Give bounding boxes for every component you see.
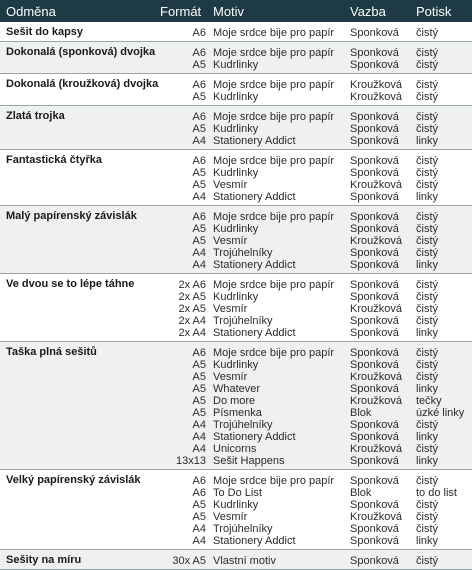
motiv-cell: Unicorns	[213, 443, 257, 455]
potisk-cell: čistý	[416, 371, 438, 383]
table-row	[0, 111, 472, 123]
vazba-cell: Sponková	[350, 27, 399, 39]
motiv-cell: Stationery Addict	[213, 431, 296, 443]
potisk-cell: čistý	[416, 111, 438, 123]
vazba-cell: Sponková	[350, 247, 399, 259]
format-cell: A4	[192, 135, 206, 147]
potisk-cell: linky	[416, 431, 439, 443]
potisk-cell: čistý	[416, 291, 438, 303]
format-cell: 2x A5	[178, 303, 206, 315]
potisk-cell: to do list	[416, 487, 457, 499]
format-cell: A6	[192, 47, 206, 59]
table-row	[0, 27, 472, 39]
potisk-cell: čistý	[416, 91, 438, 103]
vazba-cell: Sponková	[350, 555, 399, 567]
vazba-cell: Kroužková	[350, 79, 402, 91]
motiv-cell: Stationery Addict	[213, 259, 296, 271]
motiv-cell: Moje srdce bije pro papír	[213, 347, 335, 359]
table-row	[0, 235, 472, 247]
vazba-cell: Sponková	[350, 419, 399, 431]
potisk-cell: čistý	[416, 247, 438, 259]
vazba-cell: Sponková	[350, 327, 399, 339]
table-row	[0, 79, 472, 91]
format-cell: A4	[192, 443, 206, 455]
table-row	[0, 123, 472, 135]
format-cell: A6	[192, 347, 206, 359]
vazba-cell: Sponková	[350, 155, 399, 167]
potisk-cell: linky	[416, 191, 439, 203]
potisk-cell: čistý	[416, 419, 438, 431]
potisk-cell: čistý	[416, 179, 438, 191]
table-row	[0, 555, 472, 567]
potisk-cell: čistý	[416, 475, 438, 487]
potisk-cell: linky	[416, 455, 439, 467]
motiv-cell: Vesmír	[213, 235, 248, 247]
reward-group	[0, 274, 472, 342]
reward-name: Ve dvou se to lépe táhne	[6, 278, 135, 290]
motiv-cell: To Do List	[213, 487, 262, 499]
format-cell: A4	[192, 247, 206, 259]
table-row	[0, 383, 472, 395]
table-row	[0, 347, 472, 359]
potisk-cell: čistý	[416, 167, 438, 179]
vazba-cell: Sponková	[350, 135, 399, 147]
table-row	[0, 279, 472, 291]
motiv-cell: Moje srdce bije pro papír	[213, 27, 335, 39]
potisk-cell: čistý	[416, 315, 438, 327]
table-row	[0, 135, 472, 147]
vazba-cell: Sponková	[350, 315, 399, 327]
table-row	[0, 191, 472, 203]
potisk-cell: čistý	[416, 523, 438, 535]
format-cell: A5	[192, 371, 206, 383]
table-row	[0, 291, 472, 303]
vazba-cell: Kroužková	[350, 371, 402, 383]
reward-name: Malý papírenský závislák	[6, 210, 137, 222]
vazba-cell: Blok	[350, 407, 372, 419]
motiv-cell: Kudrlinky	[213, 59, 259, 71]
table-row	[0, 475, 472, 487]
reward-group	[0, 42, 472, 74]
potisk-cell: čistý	[416, 123, 438, 135]
potisk-cell: čistý	[416, 303, 438, 315]
potisk-cell: čistý	[416, 47, 438, 59]
vazba-cell: Sponková	[350, 347, 399, 359]
table-row	[0, 511, 472, 523]
format-cell: A4	[192, 431, 206, 443]
motiv-cell: Stationery Addict	[213, 135, 296, 147]
potisk-cell: linky	[416, 535, 439, 547]
vazba-cell: Sponková	[350, 59, 399, 71]
motiv-cell: Moje srdce bije pro papír	[213, 279, 335, 291]
format-cell: A4	[192, 191, 206, 203]
vazba-cell: Sponková	[350, 167, 399, 179]
potisk-cell: čistý	[416, 499, 438, 511]
potisk-cell: linky	[416, 135, 439, 147]
potisk-cell: linky	[416, 327, 439, 339]
potisk-cell: čistý	[416, 59, 438, 71]
format-cell: 13x13	[176, 455, 206, 467]
vazba-cell: Sponková	[350, 47, 399, 59]
reward-group	[0, 106, 472, 150]
table-row	[0, 155, 472, 167]
reward-group	[0, 342, 472, 470]
potisk-cell: čistý	[416, 347, 438, 359]
table-row	[0, 443, 472, 455]
format-cell: A5	[192, 235, 206, 247]
format-cell: A6	[192, 211, 206, 223]
vazba-cell: Kroužková	[350, 179, 402, 191]
reward-name: Velký papírenský závislák	[6, 474, 141, 486]
motiv-cell: Písmenka	[213, 407, 262, 419]
format-cell: A5	[192, 511, 206, 523]
table-row	[0, 431, 472, 443]
table-row	[0, 259, 472, 271]
motiv-cell: Kudrlinky	[213, 359, 259, 371]
table-row	[0, 535, 472, 547]
format-cell: A4	[192, 259, 206, 271]
vazba-cell: Sponková	[350, 191, 399, 203]
potisk-cell: čistý	[416, 511, 438, 523]
reward-name: Taška plná sešitů	[6, 346, 97, 358]
vazba-cell: Kroužková	[350, 395, 402, 407]
format-cell: A5	[192, 59, 206, 71]
potisk-cell: čistý	[416, 223, 438, 235]
potisk-cell: čistý	[416, 27, 438, 39]
header-format: Formát	[160, 4, 202, 19]
format-cell: 2x A4	[178, 315, 206, 327]
motiv-cell: Trojúhelníky	[213, 315, 273, 327]
motiv-cell: Moje srdce bije pro papír	[213, 475, 335, 487]
reward-group	[0, 206, 472, 274]
table-row	[0, 487, 472, 499]
vazba-cell: Sponková	[350, 111, 399, 123]
vazba-cell: Sponková	[350, 383, 399, 395]
vazba-cell: Sponková	[350, 523, 399, 535]
motiv-cell: Stationery Addict	[213, 535, 296, 547]
table-row	[0, 47, 472, 59]
motiv-cell: Kudrlinky	[213, 291, 259, 303]
format-cell: A5	[192, 383, 206, 395]
reward-group	[0, 22, 472, 42]
format-cell: A5	[192, 167, 206, 179]
table-row	[0, 407, 472, 419]
potisk-cell: čistý	[416, 235, 438, 247]
reward-name: Sešit do kapsy	[6, 26, 84, 38]
table-row	[0, 167, 472, 179]
motiv-cell: Kudrlinky	[213, 167, 259, 179]
vazba-cell: Kroužková	[350, 443, 402, 455]
table-row	[0, 455, 472, 467]
reward-name: Fantastická čtyřka	[6, 154, 102, 166]
table-row	[0, 499, 472, 511]
vazba-cell: Sponková	[350, 535, 399, 547]
reward-group	[0, 74, 472, 106]
motiv-cell: Stationery Addict	[213, 327, 296, 339]
reward-name: Sešity na míru	[6, 554, 82, 566]
header-potisk: Potisk	[416, 4, 452, 19]
format-cell: A5	[192, 223, 206, 235]
vazba-cell: Kroužková	[350, 303, 402, 315]
format-cell: A5	[192, 407, 206, 419]
motiv-cell: Moje srdce bije pro papír	[213, 79, 335, 91]
format-cell: A6	[192, 27, 206, 39]
motiv-cell: Kudrlinky	[213, 223, 259, 235]
vazba-cell: Sponková	[350, 123, 399, 135]
motiv-cell: Whatever	[213, 383, 261, 395]
vazba-cell: Kroužková	[350, 511, 402, 523]
potisk-cell: úzké linky	[416, 407, 465, 419]
header-name: Odměna	[6, 4, 56, 19]
format-cell: A6	[192, 155, 206, 167]
vazba-cell: Sponková	[350, 211, 399, 223]
format-cell: A6	[192, 111, 206, 123]
motiv-cell: Trojúhelníky	[213, 419, 273, 431]
motiv-cell: Trojúhelníky	[213, 247, 273, 259]
motiv-cell: Trojúhelníky	[213, 523, 273, 535]
format-cell: A5	[192, 395, 206, 407]
potisk-cell: čistý	[416, 155, 438, 167]
vazba-cell: Sponková	[350, 291, 399, 303]
motiv-cell: Vesmír	[213, 511, 248, 523]
table-row	[0, 315, 472, 327]
motiv-cell: Kudrlinky	[213, 123, 259, 135]
vazba-cell: Sponková	[350, 475, 399, 487]
format-cell: A6	[192, 487, 206, 499]
potisk-cell: čistý	[416, 279, 438, 291]
table-row	[0, 359, 472, 371]
format-cell: 2x A5	[178, 291, 206, 303]
table-row	[0, 371, 472, 383]
vazba-cell: Kroužková	[350, 235, 402, 247]
table-row	[0, 91, 472, 103]
format-cell: 30x A5	[172, 555, 206, 567]
motiv-cell: Vesmír	[213, 371, 248, 383]
motiv-cell: Stationery Addict	[213, 191, 296, 203]
format-cell: 2x A6	[178, 279, 206, 291]
motiv-cell: Vesmír	[213, 179, 248, 191]
potisk-cell: čistý	[416, 359, 438, 371]
reward-group	[0, 470, 472, 550]
reward-name: Zlatá trojka	[6, 110, 65, 122]
vazba-cell: Blok	[350, 487, 372, 499]
header-motiv: Motiv	[213, 4, 245, 19]
potisk-cell: tečky	[416, 395, 442, 407]
vazba-cell: Sponková	[350, 279, 399, 291]
table-row	[0, 303, 472, 315]
format-cell: A6	[192, 475, 206, 487]
header-vazba: Vazba	[350, 4, 386, 19]
motiv-cell: Moje srdce bije pro papír	[213, 111, 335, 123]
vazba-cell: Sponková	[350, 431, 399, 443]
potisk-cell: čistý	[416, 79, 438, 91]
table-row	[0, 223, 472, 235]
motiv-cell: Do more	[213, 395, 256, 407]
motiv-cell: Moje srdce bije pro papír	[213, 211, 335, 223]
motiv-cell: Vesmír	[213, 303, 248, 315]
vazba-cell: Kroužková	[350, 91, 402, 103]
table-row	[0, 211, 472, 223]
format-cell: A5	[192, 91, 206, 103]
potisk-cell: čistý	[416, 443, 438, 455]
format-cell: 2x A4	[178, 327, 206, 339]
format-cell: A4	[192, 419, 206, 431]
vazba-cell: Sponková	[350, 455, 399, 467]
table-row	[0, 395, 472, 407]
table-header	[0, 0, 472, 22]
vazba-cell: Sponková	[350, 259, 399, 271]
reward-name: Dokonalá (kroužková) dvojka	[6, 78, 159, 90]
motiv-cell: Moje srdce bije pro papír	[213, 47, 335, 59]
table-row	[0, 419, 472, 431]
potisk-cell: čistý	[416, 211, 438, 223]
format-cell: A4	[192, 535, 206, 547]
vazba-cell: Sponková	[350, 499, 399, 511]
motiv-cell: Kudrlinky	[213, 499, 259, 511]
format-cell: A5	[192, 123, 206, 135]
motiv-cell: Sešit Happens	[213, 455, 285, 467]
reward-name: Dokonalá (sponková) dvojka	[6, 46, 156, 58]
potisk-cell: linky	[416, 259, 439, 271]
vazba-cell: Sponková	[350, 223, 399, 235]
reward-group	[0, 150, 472, 206]
motiv-cell: Kudrlinky	[213, 91, 259, 103]
reward-group	[0, 550, 472, 570]
motiv-cell: Vlastní motiv	[213, 555, 276, 567]
table-row	[0, 523, 472, 535]
vazba-cell: Sponková	[350, 359, 399, 371]
format-cell: A4	[192, 523, 206, 535]
table-row	[0, 59, 472, 71]
potisk-cell: čistý	[416, 555, 438, 567]
motiv-cell: Moje srdce bije pro papír	[213, 155, 335, 167]
table-row	[0, 179, 472, 191]
format-cell: A5	[192, 499, 206, 511]
table-row	[0, 247, 472, 259]
format-cell: A5	[192, 359, 206, 371]
table-row	[0, 327, 472, 339]
potisk-cell: linky	[416, 383, 439, 395]
format-cell: A6	[192, 79, 206, 91]
format-cell: A5	[192, 179, 206, 191]
